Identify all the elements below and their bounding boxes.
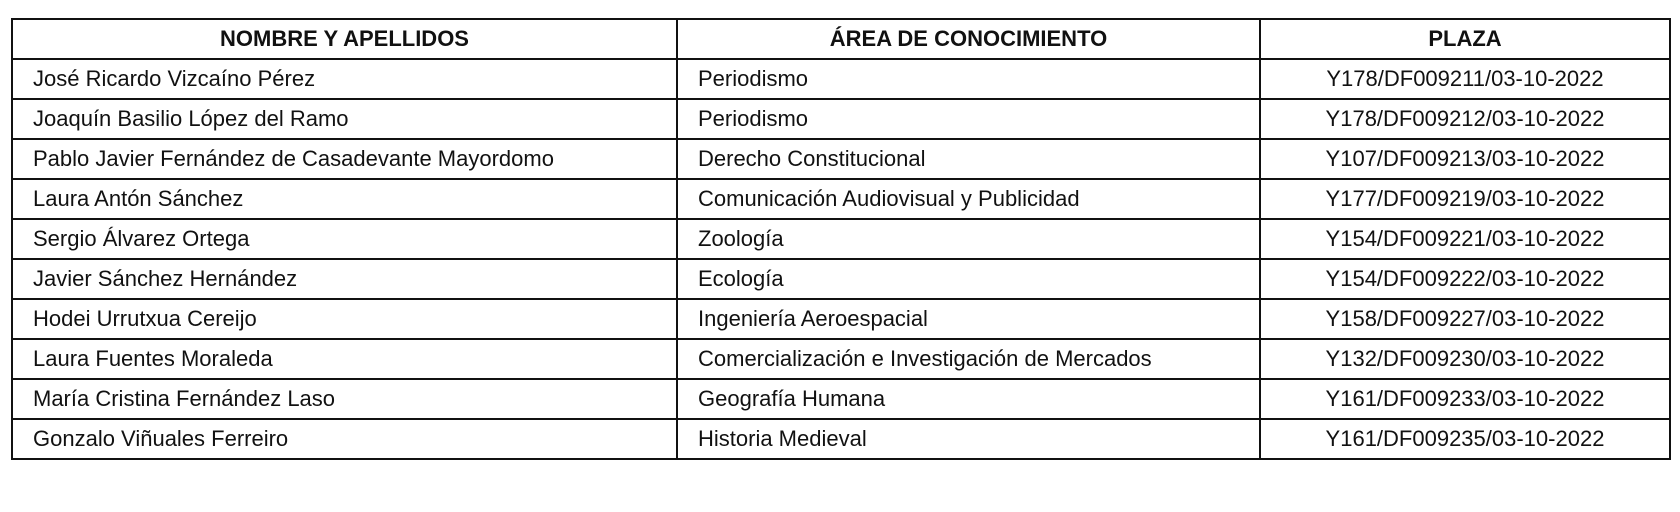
cell-name: José Ricardo Vizcaíno Pérez [12,59,677,99]
table-row [12,179,1670,219]
cell-name: Gonzalo Viñuales Ferreiro [12,419,677,459]
cell-plaza: Y161/DF009233/03-10-2022 [1260,379,1670,419]
header-row [12,19,1670,59]
table-row [12,219,1670,259]
cell-area: Zoología [677,219,1260,259]
table-row [12,99,1670,139]
cell-plaza: Y177/DF009219/03-10-2022 [1260,179,1670,219]
table-row [12,379,1670,419]
header-name: NOMBRE Y APELLIDOS [12,19,677,59]
cell-plaza: Y107/DF009213/03-10-2022 [1260,139,1670,179]
cell-name: Joaquín Basilio López del Ramo [12,99,677,139]
cell-area: Periodismo [677,99,1260,139]
table-row [12,419,1670,459]
cell-plaza: Y178/DF009211/03-10-2022 [1260,59,1670,99]
cell-name: Pablo Javier Fernández de Casadevante Mayordomo [12,139,677,179]
cell-plaza: Y154/DF009222/03-10-2022 [1260,259,1670,299]
cell-name: Hodei Urrutxua Cereijo [12,299,677,339]
cell-area: Comercialización e Investigación de Mercados [677,339,1260,379]
cell-area: Periodismo [677,59,1260,99]
cell-plaza: Y158/DF009227/03-10-2022 [1260,299,1670,339]
table-row [12,59,1670,99]
table-row [12,139,1670,179]
cell-area: Geografía Humana [677,379,1260,419]
appointments-table [11,18,1671,460]
cell-plaza: Y132/DF009230/03-10-2022 [1260,339,1670,379]
table-row [12,259,1670,299]
cell-name: Laura Fuentes Moraleda [12,339,677,379]
table-row [12,339,1670,379]
cell-area: Comunicación Audiovisual y Publicidad [677,179,1260,219]
table-body [12,59,1670,459]
cell-plaza: Y178/DF009212/03-10-2022 [1260,99,1670,139]
cell-area: Ingeniería Aeroespacial [677,299,1260,339]
cell-area: Ecología [677,259,1260,299]
cell-plaza: Y161/DF009235/03-10-2022 [1260,419,1670,459]
cell-name: María Cristina Fernández Laso [12,379,677,419]
cell-name: Laura Antón Sánchez [12,179,677,219]
header-plaza: PLAZA [1260,19,1670,59]
cell-name: Javier Sánchez Hernández [12,259,677,299]
cell-area: Historia Medieval [677,419,1260,459]
table-row [12,299,1670,339]
cell-name: Sergio Álvarez Ortega [12,219,677,259]
cell-plaza: Y154/DF009221/03-10-2022 [1260,219,1670,259]
header-area: ÁREA DE CONOCIMIENTO [677,19,1260,59]
cell-area: Derecho Constitucional [677,139,1260,179]
